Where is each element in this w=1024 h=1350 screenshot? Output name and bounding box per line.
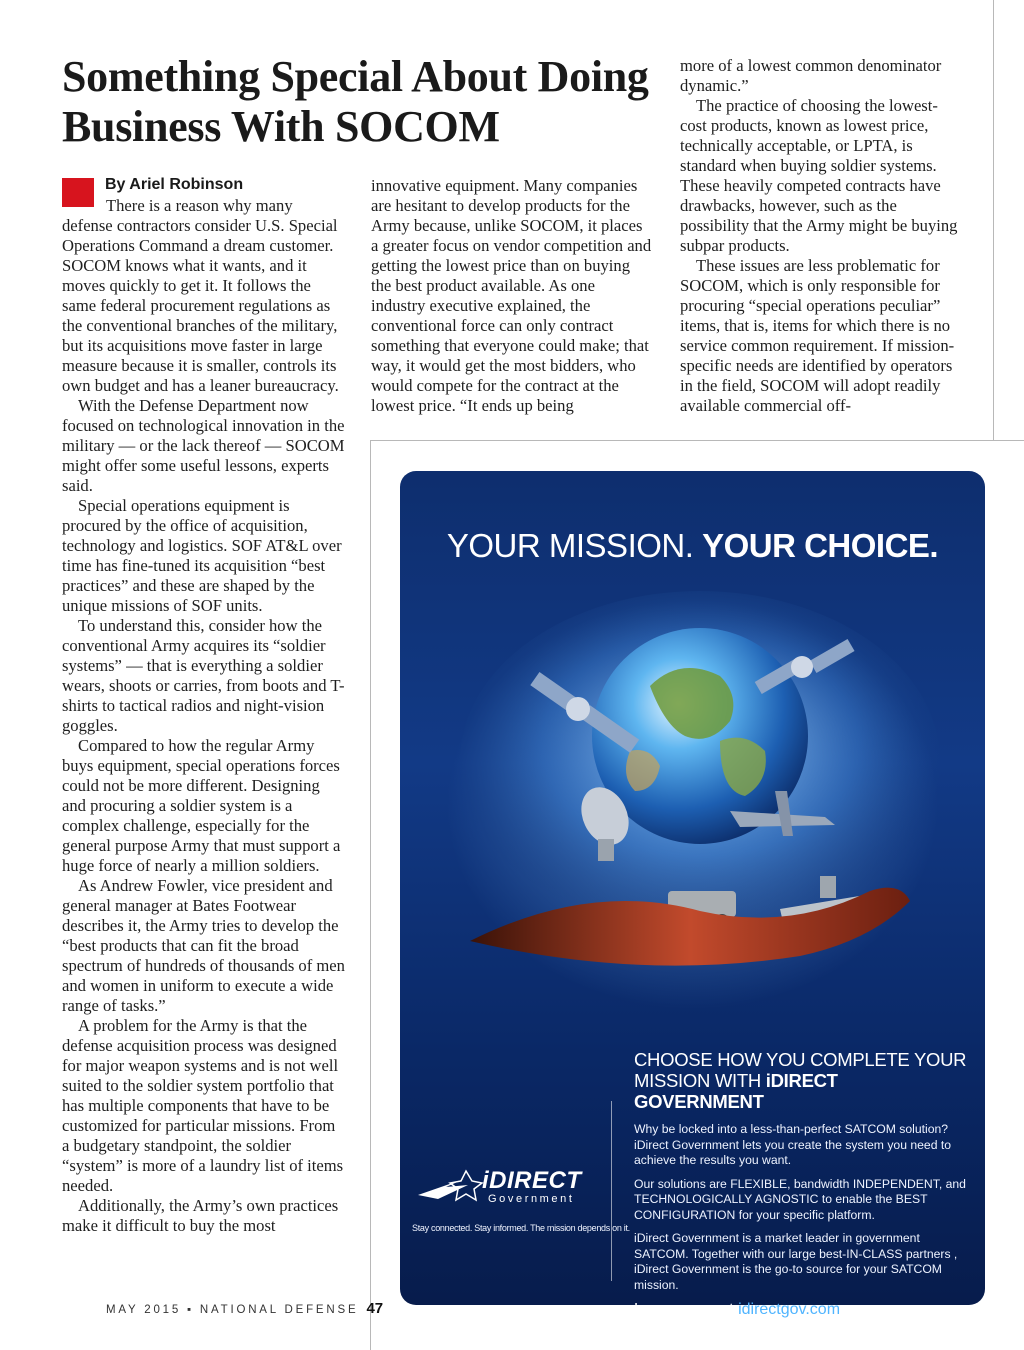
article-column-1	[62, 196, 346, 1236]
footer-text: MAY 2015 ▪ NATIONAL DEFENSE	[106, 1304, 359, 1316]
byline: By Ariel Robinson	[105, 176, 244, 193]
ad-paragraph: Why be locked into a less-than-perfect SATCOM solution? iDirect Government lets you create the system you need to achieve the results you want.	[634, 1122, 952, 1167]
paragraph: A problem for the Army is that the defense acquisition process was designed for major weapon systems and is not well suited to the soldier system portfolio that has multiple components that have to be customized for particular missions. From a budgetary standpoint, the soldier “system” is more of a laundry list of items needed.	[62, 1016, 344, 1195]
paragraph: Additionally, the Army’s own practices make it difficult to buy the most	[62, 1196, 339, 1235]
ad-divider	[611, 1101, 612, 1281]
ad-copy	[634, 1049, 970, 1319]
ad-headline-part-1: YOUR MISSION.	[446, 527, 694, 564]
ad-illustration	[400, 591, 985, 951]
ad-top-rule	[370, 440, 1024, 441]
paragraph: As Andrew Fowler, vice president and general manager at Bates Footwear describes it, the Army tries to develop the “best products that can fit the broad spectrum of hundreds of thousands of men and women in uniform to execute a wide range of tasks.”	[62, 876, 345, 1015]
paragraph: innovative equipment. Many companies are hesitant to develop products for the Army because, unlike SOCOM, it places a greater focus on vendor competition and getting the lowest price than on buying the best product available. As one industry executive explained, the conventional force can only contract something that everyone could make; that way, it would get the most bidders, who would compete for the contract at the lowest price. “It ends up being	[371, 176, 652, 415]
paragraph: Special operations equipment is procured by the office of acquisition, technology and logistics. SOF AT&L over time has fine-tuned its acquisition “best practices” and these are shaped by the unique missions of SOF units.	[62, 496, 342, 615]
ad-tagline: Stay connected. Stay informed. The mission depends on it.	[412, 1223, 630, 1233]
ad-paragraph: Our solutions are FLEXIBLE, bandwidth INDEPENDENT, and TECHNOLOGICALLY AGNOSTIC to enable the BEST CONFIGURATION for your specific platform.	[634, 1176, 966, 1222]
article-column-2	[371, 176, 653, 416]
article-title: Something Special About Doing Business With SOCOM	[62, 52, 649, 151]
ad-learn-more	[634, 1301, 970, 1319]
idirect-advertisement[interactable]	[400, 471, 985, 1318]
paragraph: more of a lowest common denominator dynamic.”	[680, 56, 942, 95]
ad-paragraph: iDirect Government is a market leader in government SATCOM. Together with our large best-IN-CLASS partners , iDirect Government is the go-to source for your SATCOM mission.	[634, 1231, 958, 1292]
learn-more-label: Learn more at	[634, 1301, 734, 1318]
page-number: 47	[366, 1300, 384, 1317]
idirect-logo-name: iDIRECT	[482, 1167, 582, 1194]
ad-subheadline-line-1: CHOOSE HOW YOU COMPLETE YOUR	[634, 1049, 967, 1070]
page-footer	[106, 1300, 383, 1317]
ad-left-rule	[370, 440, 371, 1350]
right-margin-rule	[993, 0, 994, 440]
paragraph: To understand this, consider how the conventional Army acquires its “soldier systems” — that is everything a soldier wears, shoots or carries, from boots and T-shirts to tactical radios and night-vision goggles.	[62, 616, 345, 735]
ad-subheadline-brand: iDIRECT GOVERNMENT	[634, 1070, 838, 1112]
paragraph: There is a reason why many defense contractors consider U.S. Special Operations Command a dream customer. SOCOM knows what it wants, and it moves quickly to get it. It follows the same federal procurement regulations as the conventional branches of the military, but its acquisitions move faster in large measure because it is smaller, controls its own budget and has a leaner bureaucracy.	[62, 196, 339, 395]
ad-headline-part-2: YOUR CHOICE.	[702, 527, 939, 564]
idirect-logo-sub: Government	[488, 1193, 575, 1205]
paragraph: Compared to how the regular Army buys equipment, special operations forces could not be more different. Designing and procuring a soldier system is a complex challenge, especially for the general purpose Army that must support a huge force of nearly a million soldiers.	[62, 736, 341, 875]
paragraph: The practice of choosing the lowest-cost products, known as lowest price, technically acceptable, or LPTA, is standard when buying soldier systems. These heavily competed contracts have drawbacks, however, such as the possibility that the Army might be buying subpar products.	[680, 96, 958, 255]
ad-url-link[interactable]: idirectgov.com	[738, 1301, 841, 1318]
ad-subheadline-line-2: MISSION WITH	[634, 1070, 761, 1091]
ad-headline	[400, 527, 985, 565]
article-column-3	[680, 56, 964, 416]
paragraph: With the Defense Department now focused on technological innovation in the military — or the lack thereof — SOCOM might offer some useful lessons, experts said.	[62, 396, 345, 495]
ad-subheadline	[634, 1049, 970, 1112]
paragraph: These issues are less problematic for SOCOM, which is only responsible for procuring “special operations peculiar” items, that is, items for which there is no service common requirement. If mission-specific needs are identified by operators in the field, SOCOM will adopt readily available commercial off-	[680, 256, 955, 415]
